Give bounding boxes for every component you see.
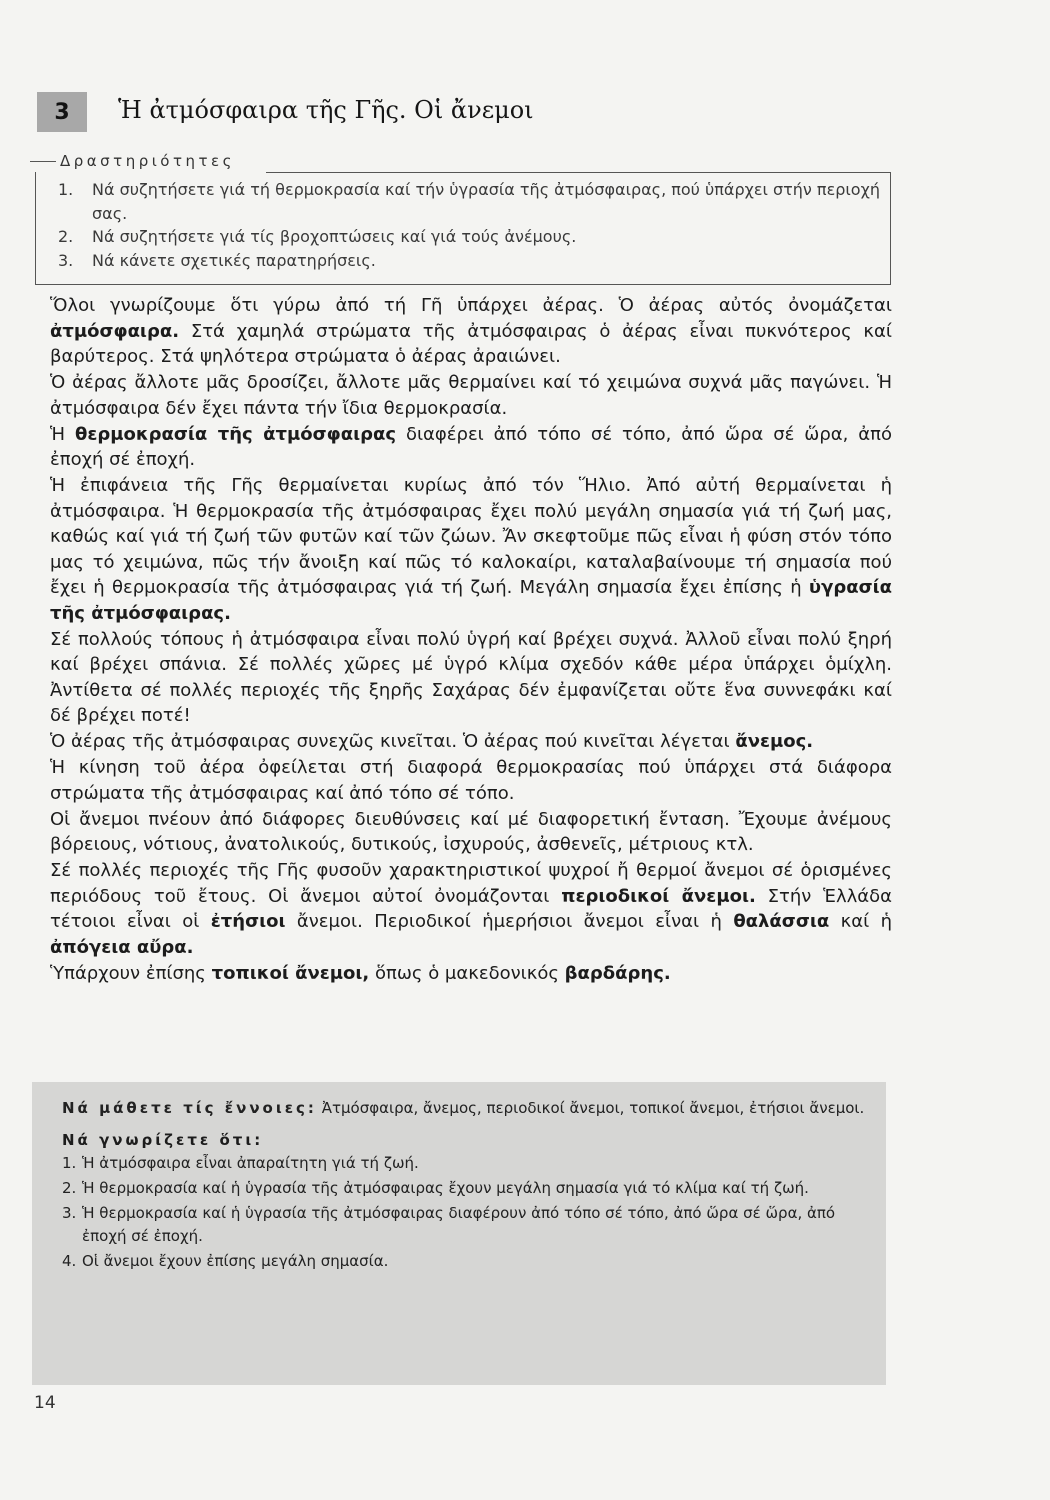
know-item — [62, 1202, 882, 1248]
paragraph — [50, 729, 892, 755]
activities-label: Δραστηριότητες — [60, 152, 235, 170]
key-term: τοπικοί ἄνεμοι, — [211, 962, 370, 984]
activities-rule-left — [30, 161, 56, 162]
key-term: ὑγρασία τῆς ἀτμόσφαιρας. — [50, 577, 892, 624]
activity-item — [58, 249, 888, 273]
paragraph — [50, 858, 892, 960]
summary-content — [62, 1096, 882, 1275]
know-item — [62, 1177, 882, 1200]
text-run: διαφέρει ἀπό τόπο σέ τόπο, ἀπό ὥρα σέ ὥρα, ἀπό ἐποχή σέ ἐποχή. — [50, 423, 892, 470]
text-run: Στήν Ἑλλάδα τέτοιοι εἶναι οἱ — [50, 885, 892, 932]
page-number: 14 — [34, 1393, 56, 1413]
know-number: 1. — [62, 1154, 77, 1172]
key-term: ἀπόγεια αὔρα. — [50, 936, 194, 958]
paragraph — [50, 627, 892, 729]
activity-item — [58, 225, 888, 249]
text-run: Ὁ ἀέρας ἄλλοτε μᾶς δροσίζει, ἄλλοτε μᾶς θερμαίνει καί τό χειμώνα συχνά μᾶς παγώνει. Ἡ ἀτμόσφαιρα δέν ἔχει πάντα τήν ἴδια θερμοκρασία. — [50, 372, 892, 419]
paragraph — [50, 755, 892, 806]
paragraph — [50, 807, 892, 858]
know-number: 2. — [62, 1179, 77, 1197]
key-term: ἄνεμος. — [735, 731, 814, 752]
activity-number: 1. — [58, 180, 74, 199]
activity-number: 3. — [58, 250, 74, 270]
text-run: Στά χαμηλά στρώματα τῆς ἀτμόσφαιρας ὁ ἀέρας εἶναι πυκνότερος καί βαρύτερος. Στά ψηλότερα στρώματα ὁ ἀέρας ἀραιώνει. — [50, 320, 892, 367]
paragraph — [50, 422, 892, 473]
know-item — [62, 1250, 882, 1273]
text-run: Ἡ ἐπιφάνεια τῆς Γῆς θερμαίνεται κυρίως ἀπό τόν Ἥλιο. Ἀπό αὐτή θερμαίνεται ἡ ἀτμόσφαιρα. Ἡ θερμοκρασία τῆς ἀτμόσφαιρας ἔχει πολύ μεγάλη σημασία γιά τή ζωή μας, καθώς καί γιά τή ζωή τῶν φυτῶν καί τῶν ζώων. Ἄν σκεφτοῦμε πῶς εἶναι ἡ φύση στόν τόπο μας τό χειμώνα, πῶς τήν ἄνοιξη καί πῶς τό καλοκαίρι, καταλαβαίνουμε τή σημασία πού ἔχει ἡ θερμοκρασία τῆς ἀτμόσφαιρας γιά τή ζωή. Μεγάλη σημασία ἔχει ἐπίσης ἡ — [50, 475, 892, 598]
text-run: Ὅλοι γνωρίζουμε ὅτι γύρω ἀπό τή Γῆ ὑπάρχει ἀέρας. Ὁ ἀέρας αὐτός ὀνομάζεται — [50, 295, 892, 316]
paragraph — [50, 370, 892, 421]
body-text — [50, 293, 892, 986]
key-term: θαλάσσια — [733, 911, 830, 932]
know-text: Οἱ ἄνεμοι ἔχουν ἐπίσης μεγάλη σημασία. — [82, 1252, 389, 1270]
know-text: Ἡ θερμοκρασία καί ἡ ὑγρασία τῆς ἀτμόσφαιρας διαφέρουν ἀπό τόπο σέ τόπο, ἀπό ὥρα σέ ὥρα, ἀπό ἐποχή σέ ἐποχή. — [82, 1204, 836, 1245]
activity-text: Νά συζητήσετε γιά τίς βροχοπτώσεις καί γιά τούς ἀνέμους. — [92, 227, 577, 246]
text-run: Οἱ ἄνεμοι πνέουν ἀπό διάφορες διευθύνσεις καί μέ διαφορετική ἔνταση. Ἔχουμε ἀνέμους βόρειους, νότιους, ἀνατολικούς, δυτικούς, ἰσχυρούς, ἀσθενεῖς, μέτριους κτλ. — [50, 808, 892, 855]
know-text: Ἡ ἀτμόσφαιρα εἶναι ἀπαραίτητη γιά τή ζωή. — [82, 1154, 419, 1172]
chapter-header — [37, 92, 937, 134]
key-term: περιοδικοί ἄνεμοι. — [561, 885, 756, 907]
text-run: καί ἡ — [829, 911, 892, 932]
text-run: Ὁ ἀέρας τῆς ἀτμόσφαιρας συνεχῶς κινεῖται. Ὁ ἀέρας πού κινεῖται λέγεται — [50, 731, 736, 752]
key-term: θερμοκρασία τῆς ἀτμόσφαιρας — [74, 423, 397, 445]
learn-label: Νά μάθετε τίς ἔννοιες: — [62, 1099, 317, 1117]
text-run: Ἡ — [50, 423, 75, 445]
learn-concepts — [62, 1096, 882, 1120]
activity-text: Νά συζητήσετε γιά τή θερμοκρασία καί τήν ὑγρασία τῆς ἀτμόσφαιρας, πού ὑπάρχει στήν περιοχή σας. — [92, 180, 880, 223]
key-term: ἀτμόσφαιρα. — [50, 320, 180, 342]
know-list — [62, 1152, 882, 1273]
summary-box — [32, 1082, 886, 1385]
know-label: Νά γνωρίζετε ὅτι: — [62, 1131, 264, 1149]
key-term: ἐτήσιοι — [210, 911, 286, 932]
activity-text: Νά κάνετε σχετικές παρατηρήσεις. — [92, 250, 376, 270]
chapter-number-badge: 3 — [37, 92, 87, 132]
learn-text: Ἀτμόσφαιρα, ἄνεμος, περιοδικοί ἄνεμοι, τοπικοί ἄνεμοι, ἐτήσιοι ἄνεμοι. — [316, 1099, 865, 1117]
text-run: Σέ πολλές περιοχές τῆς Γῆς φυσοῦν χαρακτηριστικοί ψυχροί ἤ θερμοί ἄνεμοι σέ ὁρισμένες περιόδους τοῦ ἔτους. Οἱ ἄνεμοι αὐτοί ὀνομάζονται — [50, 860, 892, 907]
activity-item — [58, 178, 888, 225]
paragraph — [50, 293, 892, 370]
text-run: ἄνεμοι. Περιοδικοί ἡμερήσιοι ἄνεμοι εἶναι ἡ — [285, 911, 734, 932]
know-text: Ἡ θερμοκρασία καί ἡ ὑγρασία τῆς ἀτμόσφαιρας ἔχουν μεγάλη σημασία γιά τό κλίμα καί τή ζωή. — [82, 1179, 809, 1197]
paragraph — [50, 473, 892, 626]
text-run: Ὑπάρχουν ἐπίσης — [50, 962, 212, 984]
key-term: βαρδάρης. — [564, 962, 671, 984]
text-run: Ἡ κίνηση τοῦ ἀέρα ὀφείλεται στή διαφορά θερμοκρασίας πού ὑπάρχει στά διάφορα στρώματα τῆς ἀτμόσφαιρας καί ἀπό τόπο σέ τόπο. — [50, 757, 892, 804]
activities-list — [58, 178, 888, 272]
know-number: 3. — [62, 1204, 77, 1222]
chapter-title: Ἡ ἀτμόσφαιρα τῆς Γῆς. Οἱ ἄνεμοι — [118, 96, 534, 124]
text-run: Σέ πολλούς τόπους ἡ ἀτμόσφαιρα εἶναι πολύ ὑγρή καί βρέχει συχνά. Ἀλλοῦ εἶναι πολύ ξηρή καί βρέχει σπάνια. Σέ πολλές χῶρες μέ ὑγρό κλίμα σχεδόν κάθε μέρα ὑπάρχει ὁμίχλη. Ἀντίθετα σέ πολλές περιοχές τῆς ξηρῆς Σαχάρας δέν ἐμφανίζεται οὔτε ἕνα συννεφάκι καί δέ βρέχει ποτέ! — [50, 628, 892, 726]
paragraph — [50, 961, 892, 987]
know-number: 4. — [62, 1252, 77, 1270]
text-run: ὅπως ὁ μακεδονικός — [369, 962, 565, 984]
know-item — [62, 1152, 882, 1175]
activity-number: 2. — [58, 227, 74, 246]
